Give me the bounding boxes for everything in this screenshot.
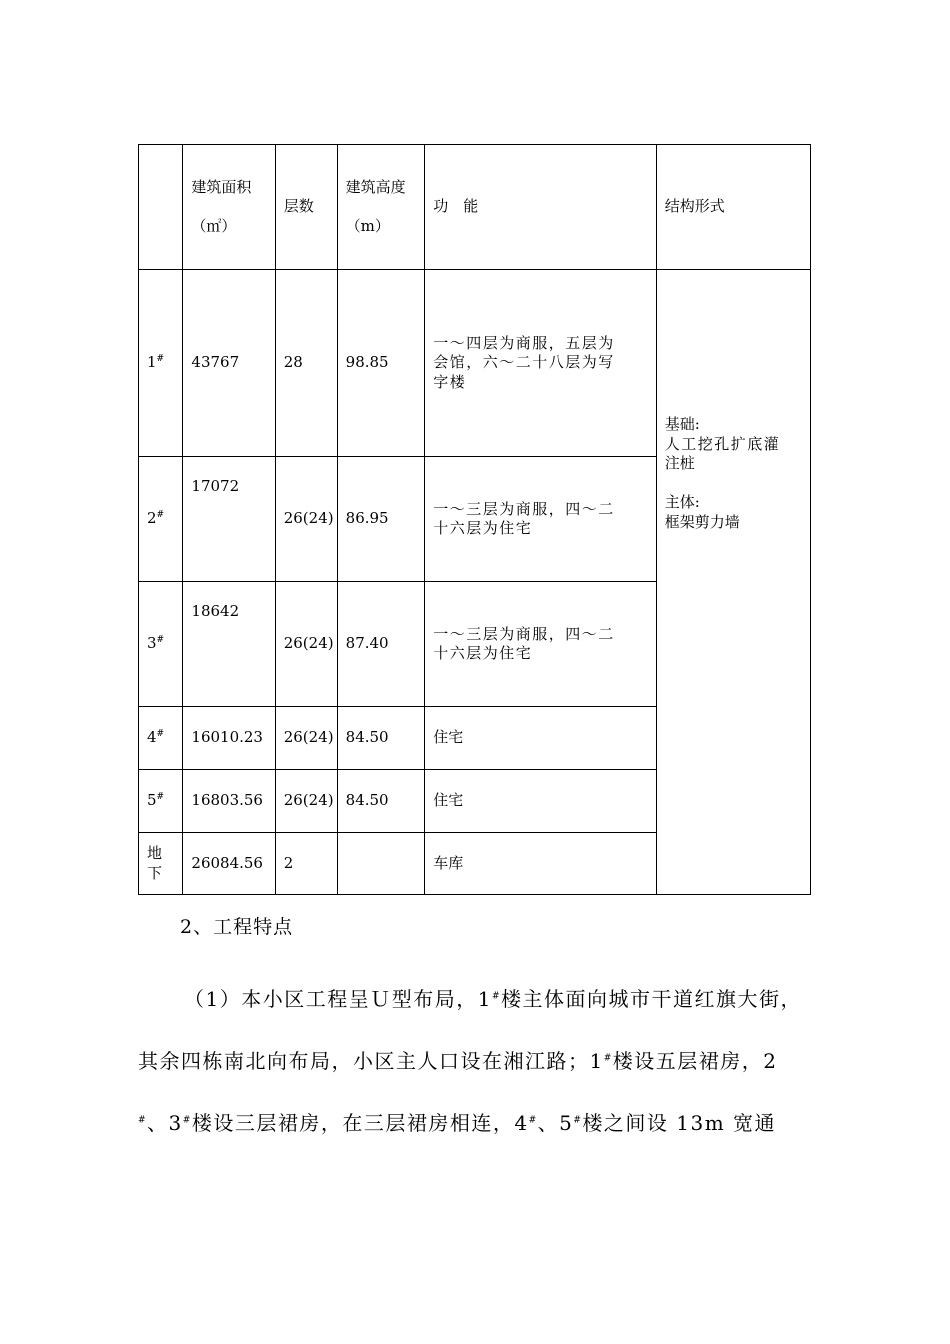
header-floors: 层数	[275, 145, 337, 270]
header-function: 功 能	[425, 145, 656, 270]
foundation-value-line2: 注桩	[664, 454, 695, 472]
building-spec-table	[138, 144, 811, 895]
building-floors: 26(24)	[275, 457, 337, 582]
building-id: 4#	[139, 707, 183, 770]
building-mark: #	[156, 354, 165, 365]
header-area	[183, 145, 275, 270]
building-id: 1#	[139, 270, 183, 457]
main-structure-label: 主体:	[664, 493, 700, 511]
table-row	[139, 270, 811, 457]
table-header-row	[139, 145, 811, 270]
section-title: 2、工程特点	[180, 916, 294, 938]
building-height: 86.95	[337, 457, 425, 582]
building-function: 一～四层为商服，五层为 会馆，六～二十八层为写 字楼	[425, 270, 656, 457]
main-structure-value: 框架剪力墙	[664, 512, 740, 531]
structure-cell	[656, 270, 810, 895]
building-height: 87.40	[337, 582, 425, 707]
building-floors: 26(24)	[275, 707, 337, 770]
building-floors: 28	[275, 270, 337, 457]
header-area-label: 建筑面积	[191, 177, 252, 196]
building-height: 84.50	[337, 707, 425, 770]
building-area: 16010.23	[183, 707, 275, 770]
building-floors: 26(24)	[275, 770, 337, 833]
building-floors: 2	[275, 833, 337, 895]
building-height	[337, 833, 425, 895]
building-function: 车库	[425, 833, 656, 895]
paragraph-line-3: #、3#楼设三层裙房，在三层裙房相连，4#、5#楼之间设 13m 宽通	[138, 1111, 777, 1135]
building-height: 98.85	[337, 270, 425, 457]
building-function: 住宅	[425, 707, 656, 770]
building-function: 一～三层为商服，四～二 十六层为住宅	[425, 582, 656, 707]
header-structure: 结构形式	[656, 145, 810, 270]
building-floors: 26(24)	[275, 582, 337, 707]
building-area: 16803.56	[183, 770, 275, 833]
header-area-unit: （㎡）	[191, 216, 237, 235]
building-area: 43767	[183, 270, 275, 457]
building-function: 一～三层为商服，四～二 十六层为住宅	[425, 457, 656, 582]
building-area: 26084.56	[183, 833, 275, 895]
paragraph-line-1: （1）本小区工程呈Ｕ型布局，1#楼主体面向城市干道红旗大街，	[184, 987, 802, 1011]
foundation-value-line1: 人工挖孔扩底灌	[664, 434, 781, 453]
building-function: 住宅	[425, 770, 656, 833]
building-area: 17072	[183, 457, 275, 582]
foundation-label: 基础:	[664, 415, 700, 433]
section-paragraph	[138, 968, 828, 1154]
header-height	[337, 145, 425, 270]
paragraph-line-2: 其余四栋南北向布局，小区主人口设在湘江路；1#楼设五层裙房，2	[138, 1049, 778, 1073]
header-height-label: 建筑高度	[345, 177, 406, 196]
building-id: 2#	[139, 457, 183, 582]
building-height: 84.50	[337, 770, 425, 833]
header-id	[139, 145, 183, 270]
building-area: 18642	[183, 582, 275, 707]
building-id: 3#	[139, 582, 183, 707]
building-id: 5#	[139, 770, 183, 833]
header-height-unit: （m）	[345, 216, 390, 235]
building-id: 地下	[139, 833, 183, 895]
